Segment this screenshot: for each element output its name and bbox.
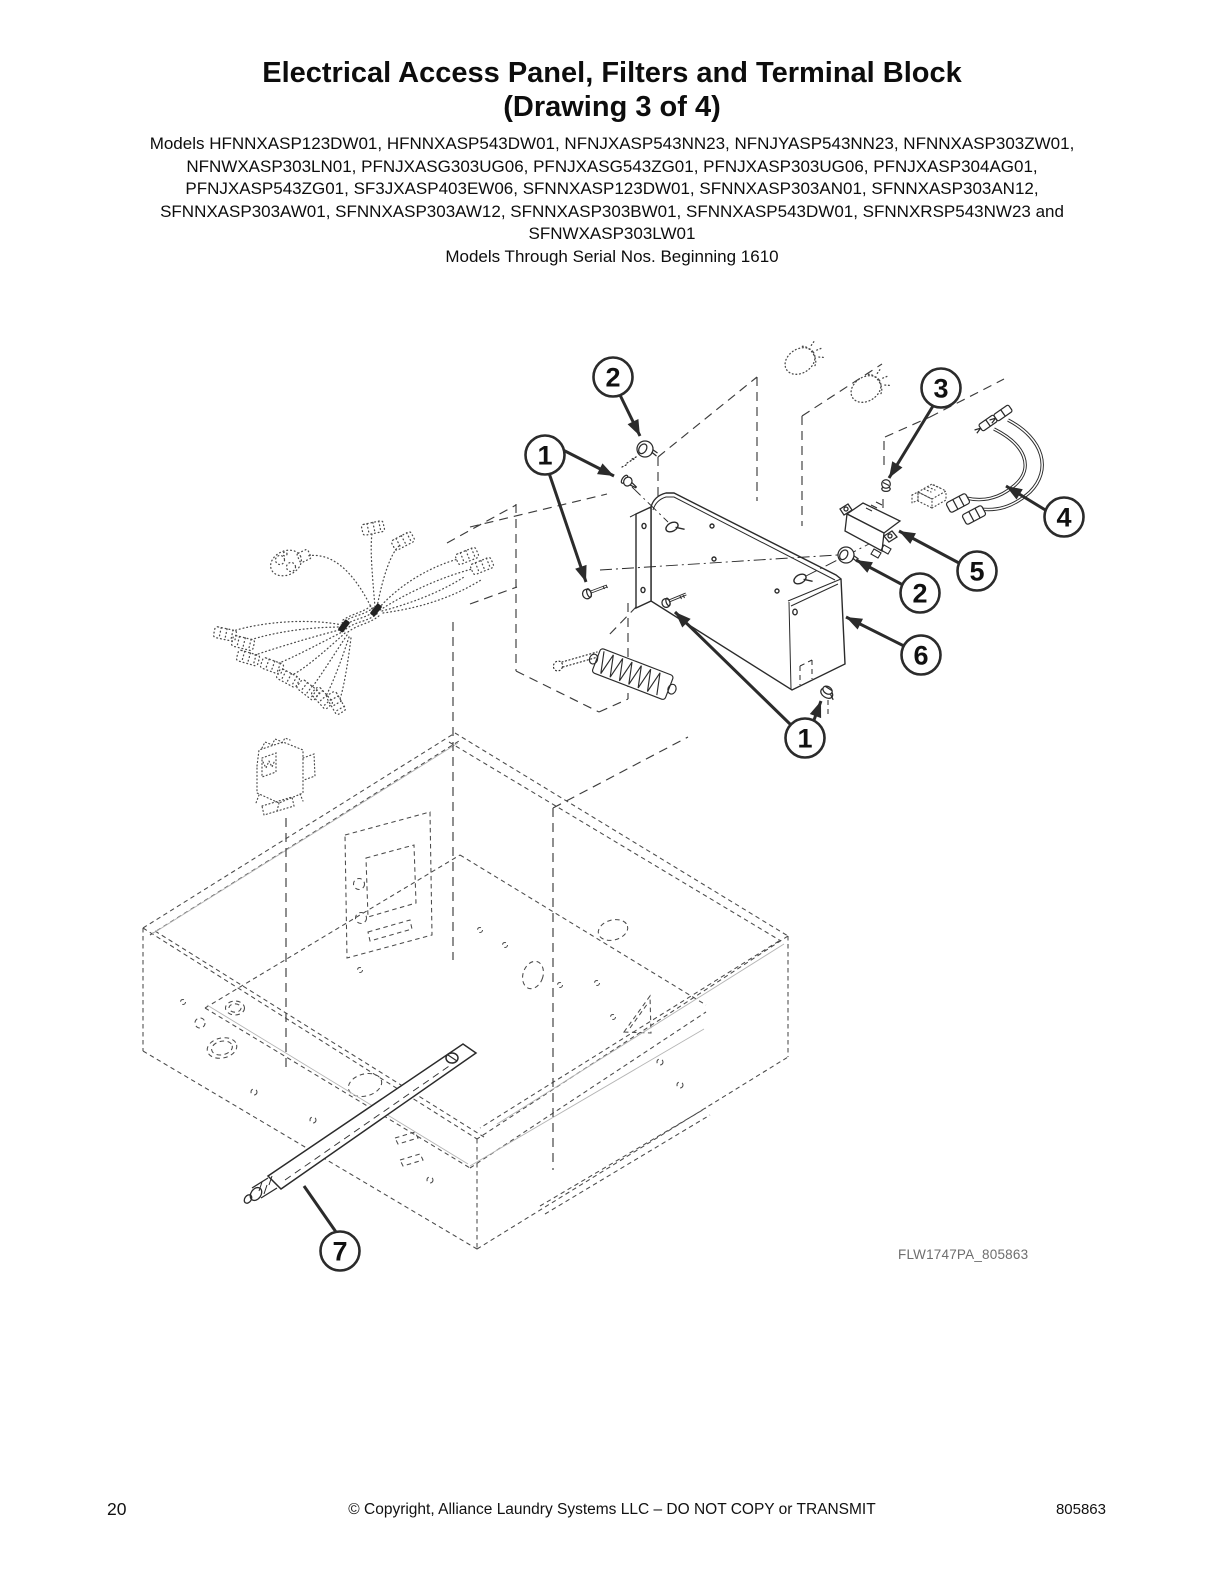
jumper-wire-assembly — [946, 405, 1042, 525]
screw-small — [882, 480, 891, 492]
phantom-relay — [912, 484, 946, 508]
page-footer — [0, 1499, 1224, 1529]
callout-number-6: 6 — [913, 640, 929, 671]
title-line-2: (Drawing 3 of 4) — [503, 91, 721, 123]
screw-top — [620, 474, 639, 491]
callout-2-top — [594, 358, 646, 439]
hold-down-bar — [243, 1044, 476, 1205]
callout-number-4: 4 — [1056, 502, 1072, 533]
callout-number-2-right: 2 — [912, 578, 928, 609]
serial-note: Models Through Serial Nos. Beginning 1610 — [445, 246, 779, 266]
model-line: PFNJXASP543ZG01, SF3JXASP403EW06, SFNNXASP123DW01, SFNNXASP303AN01, SFNNXASP303AN12, — [185, 179, 1039, 198]
model-line: NFNWXASP303LN01, PFNJXASG303UG06, PFNJXASG543ZG01, PFNJXASP303UG06, PFNJXASP304AG01, — [186, 156, 1038, 176]
screw-bottom — [819, 684, 838, 702]
doc-number: 805863 — [1055, 1501, 1106, 1518]
phantom-cylinder-capacitors — [780, 337, 893, 407]
callout-number-1-top: 1 — [537, 440, 553, 471]
callout-number-1-bottom: 1 — [797, 723, 813, 754]
copyright-notice: © Copyright, Alliance Laundry Systems LLC – DO NOT COPY or TRANSMIT — [348, 1501, 876, 1518]
model-line: Models HFNNXASP123DW01, HFNNXASP543DW01, NFNJXASP543NN23, NFNJYASP543NN23, NFNNXASP303ZW01, — [149, 134, 1075, 153]
callout-number-5: 5 — [969, 556, 985, 587]
callout-6 — [843, 612, 940, 675]
figure-label: FLW1747PA_805863 — [898, 1247, 1029, 1262]
model-line: SFNNXASP303AW01, SFNNXASP303AW12, SFNNXASP303BW01, SFNNXASP543DW01, SFNNXRSP543NW23 and — [160, 201, 1064, 221]
contactor — [256, 738, 315, 815]
page-number: 20 — [107, 1499, 127, 1519]
callout-number-2-top: 2 — [605, 362, 621, 393]
callout-number-3: 3 — [933, 373, 949, 404]
callout-number-7: 7 — [332, 1236, 348, 1267]
title-line-1: Electrical Access Panel, Filters and Terminal Block — [262, 57, 962, 89]
callout-1-top — [526, 436, 617, 584]
terminal-block — [552, 645, 680, 702]
wire-harness — [213, 520, 494, 715]
model-line: SFNWXASP303LW01 — [528, 224, 696, 243]
callout-4 — [1003, 481, 1084, 537]
callout-3 — [884, 369, 961, 482]
phantom-position-lines — [286, 364, 1004, 1170]
thumbscrew-right — [838, 547, 859, 563]
hex-bolt-left — [581, 585, 607, 600]
harness-plug — [266, 545, 311, 580]
thumbscrew-top — [637, 441, 658, 457]
callout-7 — [304, 1186, 360, 1271]
cabinet-inner-edges — [152, 743, 784, 1166]
cabinet-base-frame — [143, 733, 788, 1249]
callout-2-right — [853, 555, 939, 613]
